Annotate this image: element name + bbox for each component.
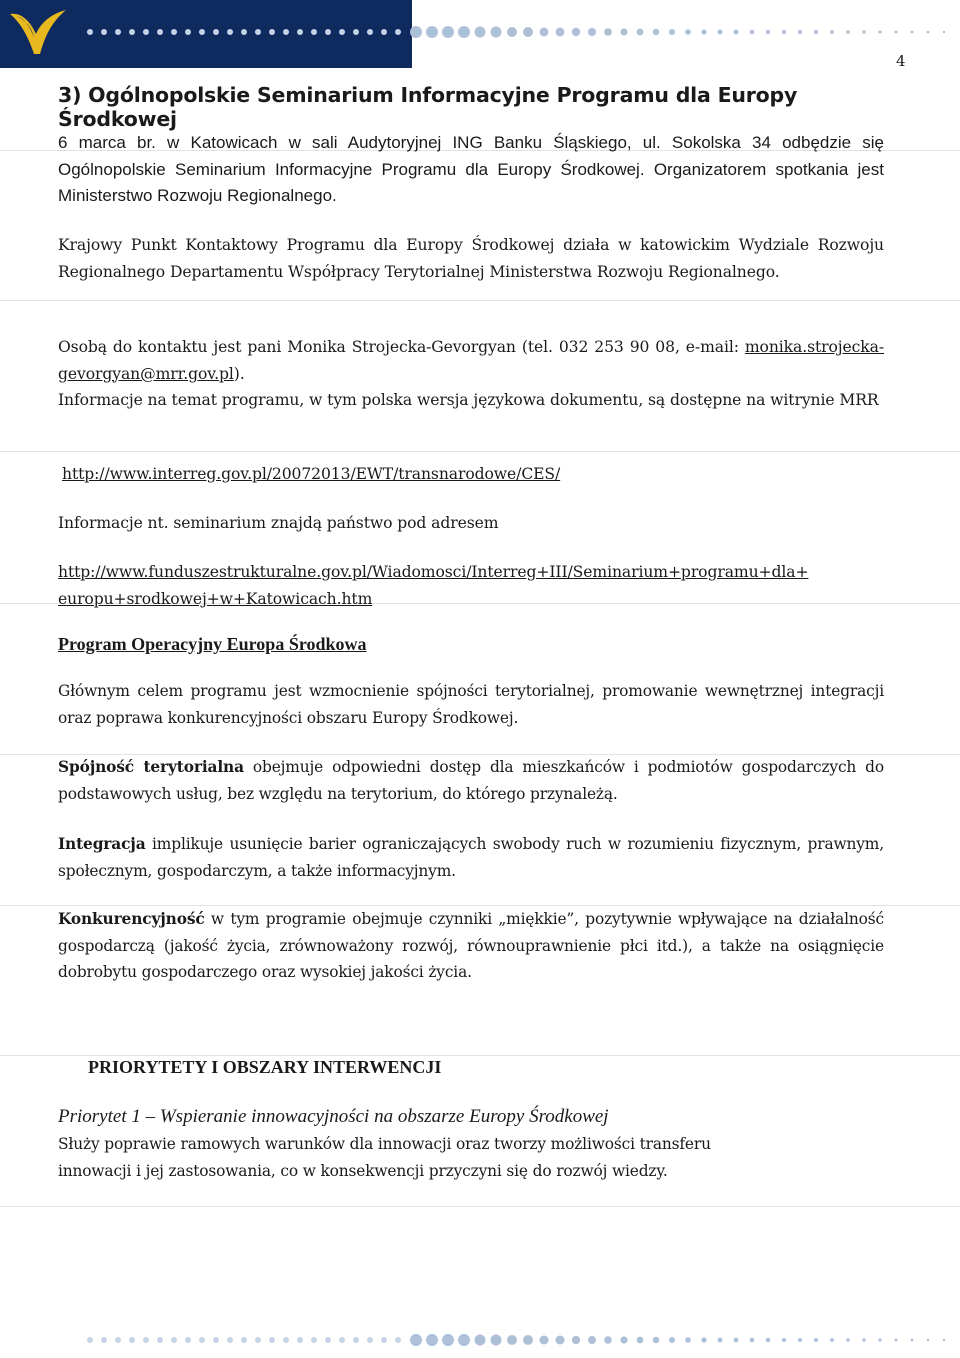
- priority-1-line2: innowacji i jej zastosowania, co w konsekwencji przyczyni się do rozwój wiedzy.: [58, 1161, 668, 1180]
- competitiveness-paragraph: [58, 906, 884, 986]
- program-heading: Program Operacyjny Europa Środkowa: [58, 634, 367, 654]
- dots-decoration-bottom: [0, 1330, 960, 1350]
- competitiveness-term: Konkurencyjność: [58, 910, 205, 928]
- dots-decoration-top: [0, 22, 960, 42]
- priority-1-description: [58, 1131, 884, 1184]
- divider: [0, 300, 960, 301]
- funds-link-line1[interactable]: http://www.funduszestrukturalne.gov.pl/Wiadomosci/Interreg+III/Seminarium+programu+dla+: [58, 563, 809, 581]
- divider: [0, 451, 960, 452]
- cohesion-paragraph: [58, 754, 884, 807]
- seminar-info: Informacje nt. seminarium znajdą państwo pod adresem: [58, 514, 499, 532]
- priorities-heading: PRIORYTETY I OBSZARY INTERWENCJI: [88, 1057, 442, 1077]
- divider: [0, 1055, 960, 1056]
- program-goal: Głównym celem programu jest wzmocnienie spójności terytorialnej, promowanie wewnętrznej integracji oraz poprawa konkurencyjności obszaru Europy Środkowej.: [58, 682, 884, 727]
- competitiveness-text: w tym programie obejmuje czynniki „miękkie”, pozytywnie wpływające na działalność gospodarczą (jakość życia, zrównoważony rozwój, równouprawnienie płci itd.), a także na osiągnięcie dobrobytu gospodarczego oraz wysokiej jakości życia.: [58, 910, 884, 981]
- integration-term: Integracja: [58, 835, 146, 853]
- divider: [0, 1206, 960, 1207]
- info-paragraph: Informacje na temat programu, w tym polska wersja językowa dokumentu, są dostępne na witrynie MRR: [58, 391, 879, 409]
- integration-paragraph: [58, 831, 884, 884]
- cohesion-term: Spójność terytorialna: [58, 758, 244, 776]
- funds-link-paragraph: [58, 559, 884, 612]
- cohesion-text: obejmuje odpowiedni dostęp dla mieszkańców i podmiotów gospodarczych do podstawowych usług, bez względu na terytorium, do którego przynależą.: [58, 758, 884, 803]
- priority-1-title: Priorytet 1 – Wspieranie innowacyjności na obszarze Europy Środkowej: [58, 1106, 609, 1127]
- contact-point-paragraph: Krajowy Punkt Kontaktowy Programu dla Europy Środkowej działa w katowickim Wydziale Rozwoju Regionalnego Departamentu Współpracy Terytorialnej Ministerstwa Rozwoju Regionalnego.: [58, 236, 884, 281]
- section-title: 3) Ogólnopolskie Seminarium Informacyjne Programu dla Europy Środkowej: [58, 83, 798, 131]
- interreg-link-paragraph: [62, 461, 888, 488]
- seminar-announcement: 6 marca br. w Katowicach w sali Audytoryjnej ING Banku Śląskiego, ul. Sokolska 34 odbędzie się Ogólnopolskie Seminarium Informacyjne Programu dla Europy Środkowej. Organizatorem spotkania jest Ministerstwo Rozwoju Regionalnego.: [58, 133, 884, 205]
- funds-link-line2[interactable]: europu+srodkowej+w+Katowicach.htm: [58, 589, 373, 608]
- contact-email-link[interactable]: monika.strojecka-gevorgyan@mrr.gov.pl: [58, 338, 884, 383]
- interreg-link[interactable]: http://www.interreg.gov.pl/20072013/EWT/transnarodowe/CES/: [62, 465, 561, 483]
- contact-paragraph: [58, 334, 884, 387]
- priority-1-line1: Służy poprawie ramowych warunków dla innowacji oraz tworzy możliwości transferu: [58, 1135, 711, 1153]
- contact-text: Osobą do kontaktu jest pani Monika Strojecka-Gevorgyan (tel. 032 253 90 08, e-mail:: [58, 338, 739, 356]
- page-number: 4: [896, 52, 906, 70]
- integration-text: implikuje usunięcie barier ograniczających swobody ruch w rozumieniu fizycznym, prawnym, społecznym, gospodarczym, a także informacyjnym.: [58, 835, 884, 880]
- contact-close: ).: [233, 364, 245, 383]
